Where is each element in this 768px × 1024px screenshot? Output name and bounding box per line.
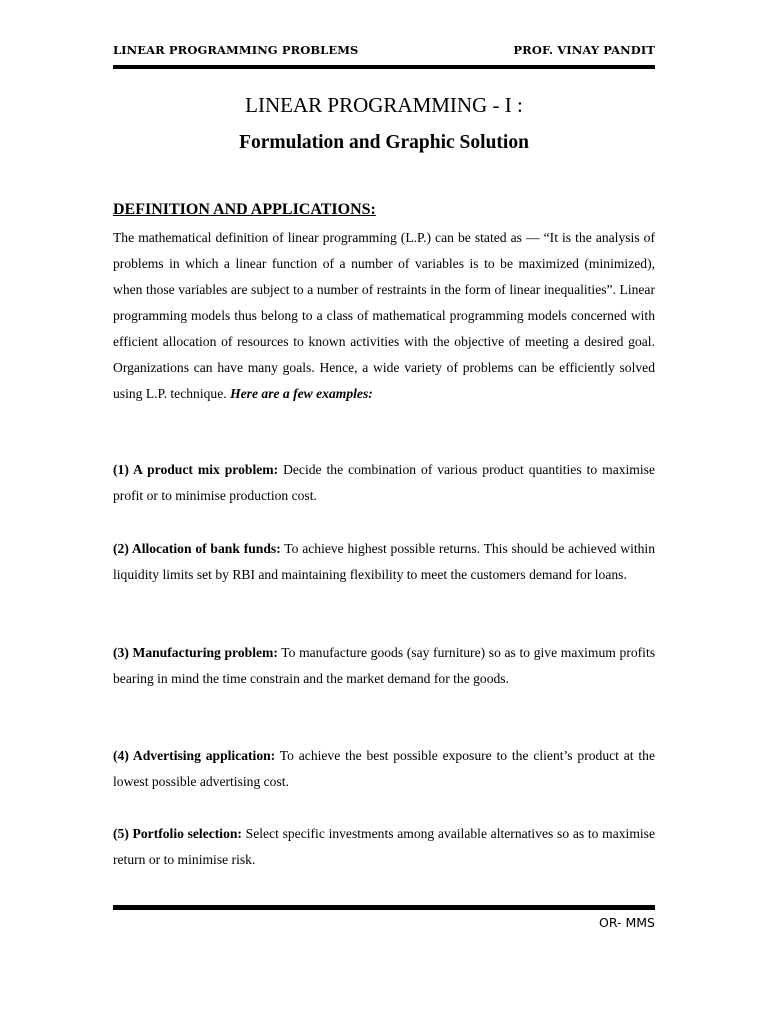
example-paragraph bbox=[113, 640, 655, 692]
section-heading: DEFINITION AND APPLICATIONS: bbox=[113, 201, 376, 218]
header-rule bbox=[113, 65, 655, 69]
footer-label: OR- MMS bbox=[598, 915, 655, 930]
example-lead: (1) A product mix problem: bbox=[113, 462, 279, 477]
example-lead: (4) Advertising application: bbox=[113, 748, 276, 763]
example-text: To achieve highest possible returns. This should be achieved within liquidity limits set by RBI and maintaining flexibility to meet the customers demand for loans. bbox=[113, 541, 655, 582]
example-paragraph bbox=[113, 743, 655, 795]
example-text: To achieve the best possible exposure to the client’s product at the lowest possible advertising cost. bbox=[113, 748, 655, 789]
example-paragraph bbox=[113, 536, 655, 588]
example-lead: (2) Allocation of bank funds: bbox=[113, 541, 281, 556]
example-paragraph bbox=[113, 821, 655, 873]
header-course-title: LINEAR PROGRAMMING PROBLEMS bbox=[113, 43, 359, 57]
page-subtitle: Formulation and Graphic Solution bbox=[239, 132, 529, 153]
intro-paragraph bbox=[113, 225, 655, 407]
example-text: Select specific investments among available alternatives so as to maximise return or to minimise risk. bbox=[113, 826, 655, 867]
footer-rule bbox=[113, 905, 655, 910]
intro-text: The mathematical definition of linear programming (L.P.) can be stated as — “It is the analysis of problems in which a linear function of a number of variables is to be maximized (minimized), when those variables are subject to a number of restraints in the form of linear inequalities”. Linear programming models thus belong to a class of mathematical programming models concerned with efficient allocation of resources to known activities with the objective of meeting a desired goal. Organizations can have many goals. Hence, a wide variety of problems can be efficiently solved using L.P. technique. bbox=[113, 230, 655, 401]
intro-emphasis: Here are a few examples: bbox=[230, 386, 373, 401]
example-lead: (3) Manufacturing problem: bbox=[113, 645, 278, 660]
running-header bbox=[113, 43, 655, 61]
header-author: PROF. VINAY PANDIT bbox=[513, 43, 655, 57]
example-text: To manufacture goods (say furniture) so as to give maximum profits bearing in mind the time constrain and the market demand for the goods. bbox=[113, 645, 656, 686]
document-page bbox=[113, 0, 655, 1024]
example-paragraph bbox=[113, 457, 655, 509]
page-title: LINEAR PROGRAMMING - I : bbox=[245, 93, 523, 117]
example-text: Decide the combination of various product quantities to maximise profit or to minimise production cost. bbox=[113, 462, 655, 503]
example-lead: (5) Portfolio selection: bbox=[113, 826, 242, 841]
